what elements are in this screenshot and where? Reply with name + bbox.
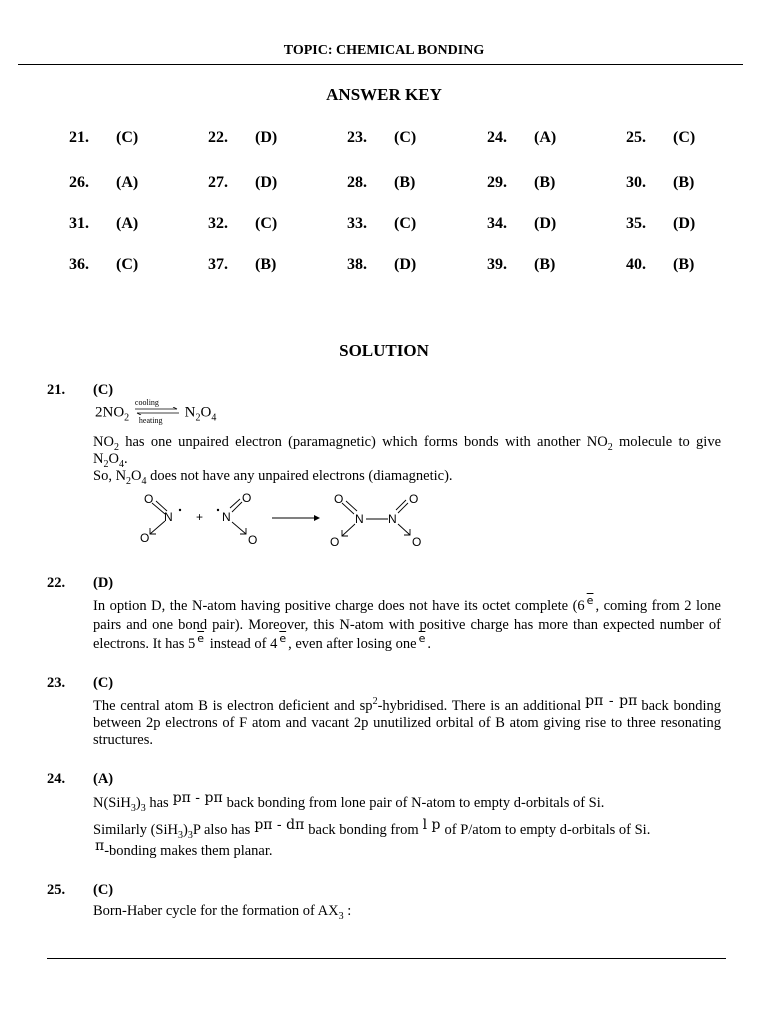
answer-key-number: 38. (347, 256, 367, 273)
answer-key-option: (D) (394, 256, 417, 273)
answer-key-number: 37. (208, 256, 228, 273)
equilibrium-arrow: cooling heating (133, 404, 181, 422)
footer-rule (47, 958, 726, 959)
q24-line-3: π-bonding makes them planar. (95, 838, 273, 859)
oxygen-atom: O (140, 531, 150, 545)
answer-key-option: (A) (534, 129, 557, 146)
question-number: 24. (47, 771, 66, 787)
q24-line-1: $N(SiH_3)_3$ has pπ - pπ back bonding from lone pair of N-atom to empty d-orbitals of Si. (93, 790, 605, 814)
topic-header: TOPIC: CHEMICAL BONDING (283, 43, 485, 58)
answer-key-option: (B) (534, 174, 556, 191)
answer-key-number: 29. (487, 174, 507, 191)
answer-key-number: 21. (69, 129, 89, 146)
answer-label: (C) (93, 675, 114, 691)
answer-key-option: (B) (673, 174, 695, 191)
answer-key-number: 32. (208, 215, 228, 232)
q21-text: $NO_2$ has one unpaired electron (paramagnetic) which forms bonds with another $NO_2$ molecule to give $N_2O_4$. So, $N_2O_4$ does not have any unpaired electrons (diamagnetic). (93, 434, 722, 487)
oxygen-atom: O (248, 533, 258, 547)
answer-key-option: (C) (116, 129, 139, 146)
answer-key-number: 33. (347, 215, 367, 232)
nitrogen-atom: N (355, 512, 364, 526)
answer-key-number: 23. (347, 129, 367, 146)
no2-dimerization-diagram (130, 488, 440, 552)
answer-key-number: 39. (487, 256, 507, 273)
answer-key-number: 40. (626, 256, 646, 273)
answer-key-number: 35. (626, 215, 646, 232)
answer-key-number: 27. (208, 174, 228, 191)
nitrogen-atom: N (388, 512, 397, 526)
answer-key-option: (B) (673, 256, 695, 273)
answer-label: (C) (93, 882, 114, 898)
question-number: 25. (47, 882, 66, 898)
oxygen-atom: O (334, 492, 344, 506)
question-number: 21. (47, 382, 66, 398)
answer-key-option: (B) (394, 174, 416, 191)
answer-label: (A) (93, 771, 114, 787)
oxygen-atom: O (412, 535, 422, 549)
plus-sign: + (196, 510, 204, 524)
answer-key-option: (C) (116, 256, 139, 273)
answer-key-option: (C) (255, 215, 278, 232)
answer-key-option: (D) (255, 129, 278, 146)
answer-key-title: ANSWER KEY (326, 85, 442, 104)
q22-text: In option D, the N-atom having positive charge does not have its octet complete (6 $\overline{e}$ , coming from 2 lone pairs and one bond pair). Moreover, this N-atom with positive charge has more than expected number of electrons. It has 5 $\overline{e}$ instead of 4 $\overline{e}$ , even after losing one $\overline{e}$ . (93, 594, 721, 652)
answer-key-option: (C) (394, 129, 417, 146)
nitrogen-atom: N (222, 510, 231, 524)
answer-key-number: 22. (208, 129, 228, 146)
answer-label: (D) (93, 575, 114, 591)
answer-key-option: (B) (534, 256, 556, 273)
question-number: 22. (47, 575, 66, 591)
answer-key-option: (D) (534, 215, 557, 232)
answer-key-option: (D) (255, 174, 278, 191)
answer-label: (C) (93, 382, 114, 398)
answer-key-option: (C) (394, 215, 417, 232)
oxygen-atom: O (409, 492, 419, 506)
answer-key-number: 30. (626, 174, 646, 191)
nitrogen-atom: N (164, 510, 173, 524)
answer-key-option: (A) (116, 174, 139, 191)
answer-key-option: (B) (255, 256, 277, 273)
answer-key-number: 31. (69, 215, 89, 232)
answer-key-number: 36. (69, 256, 89, 273)
q25-text: Born-Haber cycle for the formation of $AX_3$ : (93, 903, 352, 922)
answer-key-option: (C) (673, 129, 696, 146)
answer-key-number: 26. (69, 174, 89, 191)
solution-title: SOLUTION (339, 341, 429, 360)
answer-key-number: 24. (487, 129, 507, 146)
header-rule (18, 64, 743, 65)
answer-key-option: (D) (673, 215, 696, 232)
answer-key-number: 34. (487, 215, 507, 232)
oxygen-atom: O (242, 491, 252, 505)
answer-key-option: (A) (116, 215, 139, 232)
answer-key-number: 25. (626, 129, 646, 146)
q24-line-2: Similarly $(SiH_3)_3P$ also has pπ - dπ back bonding from l p of P/atom to empty d-orbitals of Si. (93, 817, 651, 841)
oxygen-atom: O (330, 535, 340, 549)
q23-text: The central atom B is electron deficient and $sp^2$-hybridised. There is an additional pπ - pπ back bonding between 2p electrons of F atom and vacant 2p unutilized orbital of B atom giving rise to three resonating structures. (93, 693, 721, 748)
equation: $2NO_2$ cooling heating $N_2O_4$ (95, 398, 217, 425)
question-number: 23. (47, 675, 66, 691)
answer-key-number: 28. (347, 174, 367, 191)
oxygen-atom: O (144, 492, 154, 506)
